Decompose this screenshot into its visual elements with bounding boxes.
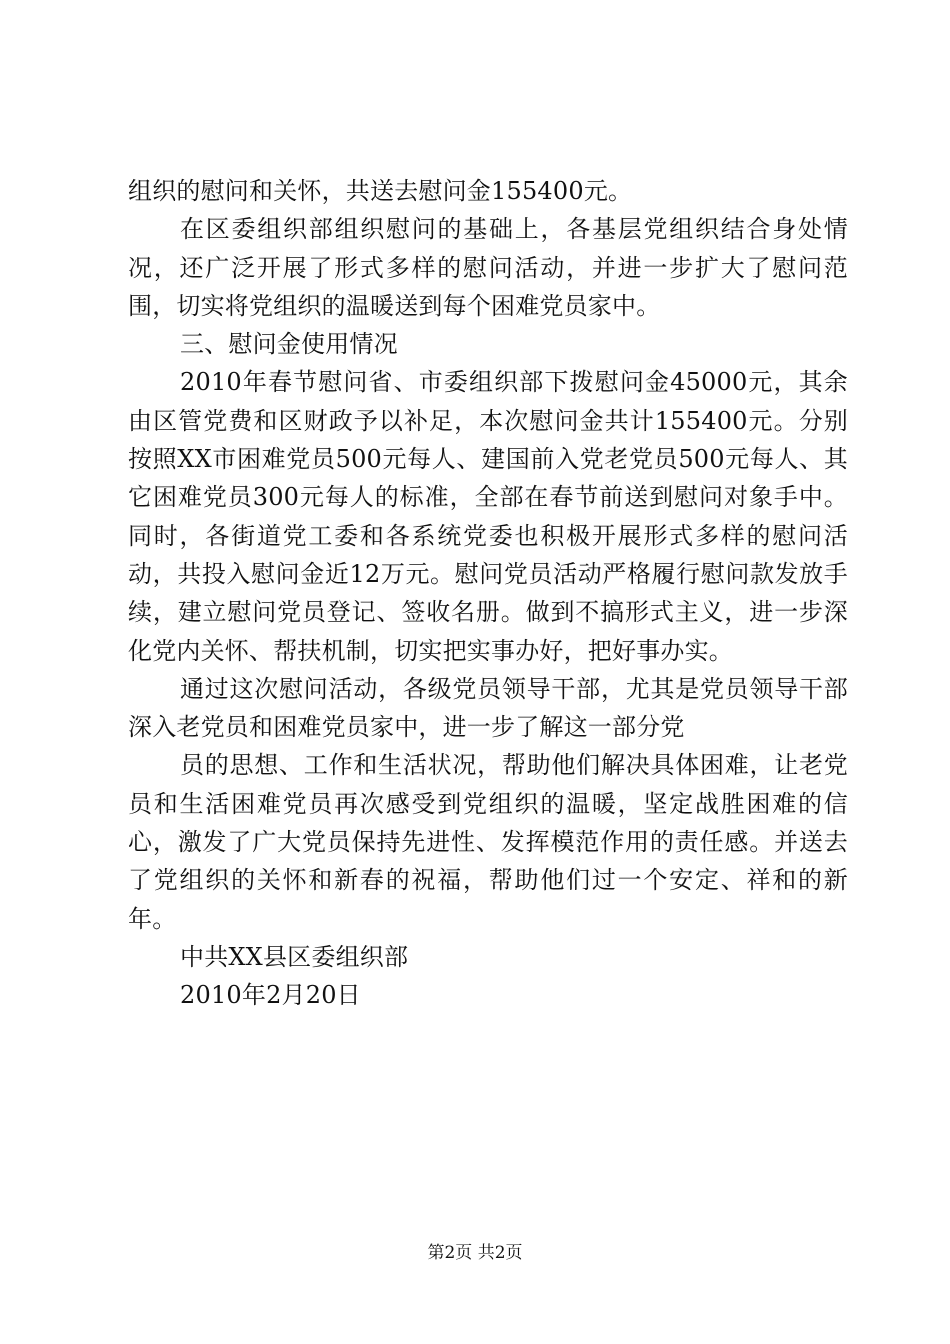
- signature-organization: 中共XX县区委组织部: [180, 942, 409, 971]
- paragraph-grassroots-activities: 在区委组织部组织慰问的基础上，各基层党组织结合身处情况，还广泛开展了形式多样的慰问活动，并进一步扩大了慰问范围，切实将党组织的温暖送到每个困难党员家中。: [128, 215, 848, 320]
- signature-date: 2010年2月20日: [180, 981, 361, 1010]
- paragraph-activity-outcome: 通过这次慰问活动，各级党员领导干部，尤其是党员领导干部深入老党员和困难党员家中，进一步了解这一部分党: [128, 674, 848, 742]
- paragraph-fund-details: 2010年春节慰问省、市委组织部下拨慰问金45000元，其余由区管党费和区财政予以补足，本次慰问金共计155400元。分别按照XX市困难党员500元每人、建国前入党老党员500元每人、其它困难党员300元每人的标准，全部在春节前送到慰问对象手中。同时，各街道党工委和各系统党委也积极开展形式多样的慰问活动，共投入慰问金近12万元。慰问党员活动严格履行慰问款发放手续，建立慰问党员登记、签收名册。做到不搞形式主义，进一步深化党内关怀、帮扶机制，切实把实事办好，把好事办实。: [128, 368, 848, 665]
- paragraph-continuation: 组织的慰问和关怀，共送去慰问金155400元。: [128, 177, 633, 205]
- section-heading-fund-usage: 三、慰问金使用情况: [180, 330, 398, 359]
- page-number-label: 第2页 共2页: [427, 1243, 523, 1263]
- paragraph-activity-outcome-continued: 员的思想、工作和生活状况，帮助他们解决具体困难，让老党员和生活困难党员再次感受到党组织的温暖，坚定战胜困难的信心，激发了广大党员保持先进性、发挥模范作用的责任感。并送去了党组织的关怀和新春的祝福，帮助他们过一个安定、祥和的新年。: [128, 751, 848, 933]
- document-body: [128, 172, 848, 1015]
- page-footer: [0, 1242, 950, 1264]
